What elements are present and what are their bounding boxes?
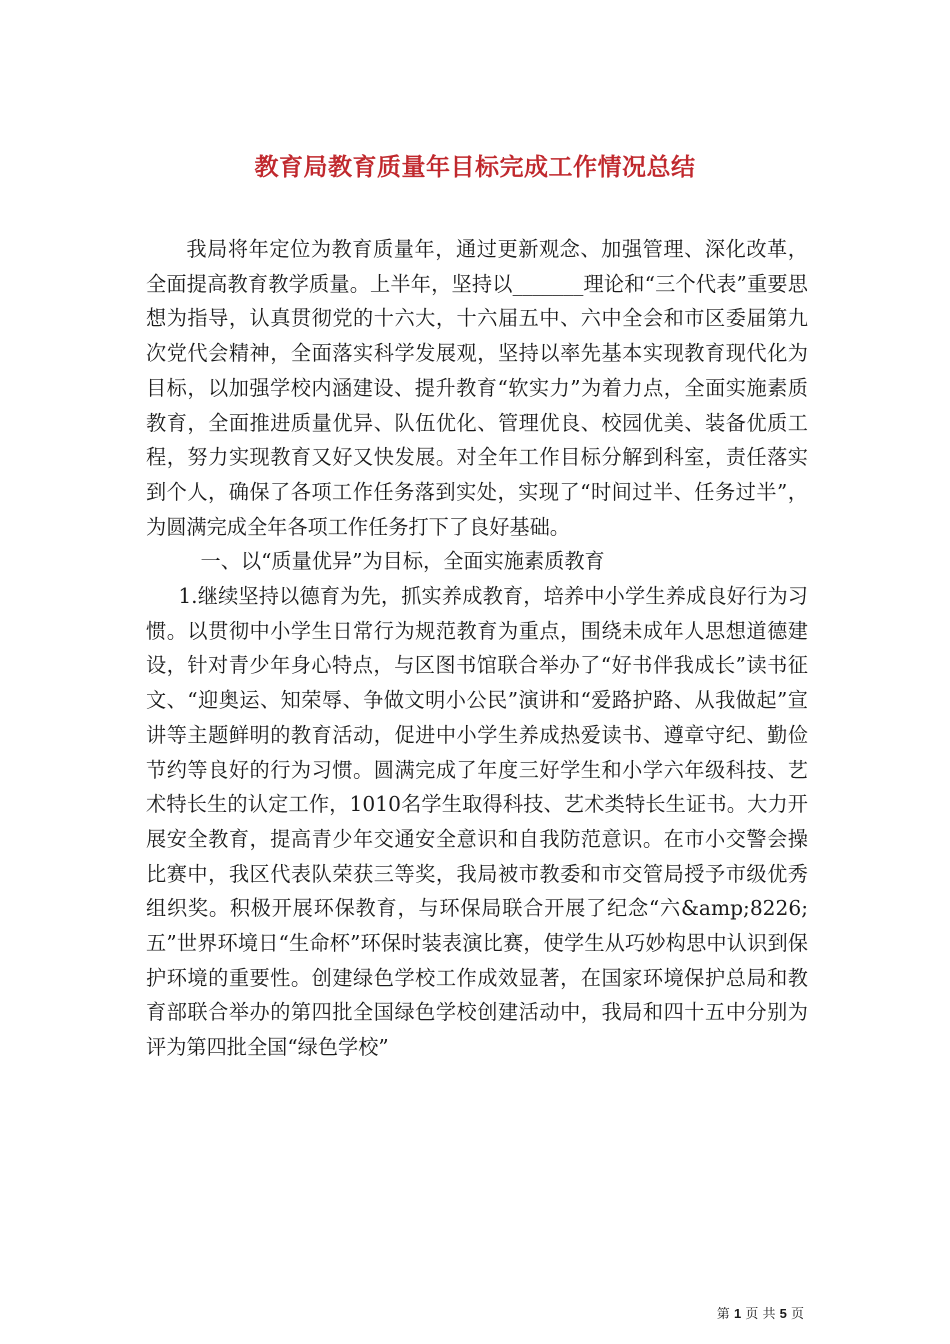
footer-middle: 页 共	[745, 1307, 776, 1322]
intro-paragraph: 我局将年定位为教育质量年，通过更新观念、加强管理、深化改革，全面提高教育教学质量。上半年，坚持以_______理论和“三个代表”重要思想为指导，认真贯彻党的十六大，十六届五中、六中全会和市区委届第九次党代会精神，全面落实科学发展观，坚持以率先基本实现教育现代化为目标，以加强学校内涵建设、提升教育“软实力”为着力点，全面实施素质教育，全面推进质量优异、队伍优化、管理优良、校园优美、装备优质工程，努力实现教育又好又快发展。对全年工作目标分解到科室，责任落实到个人，确保了各项工作任务落到实处，实现了“时间过半、任务过半”，为圆满完成全年各项工作任务打下了良好基础。	[146, 237, 808, 539]
footer-prefix: 第	[716, 1307, 730, 1322]
document-body	[146, 232, 808, 1065]
section-heading: 一、以“质量优异”为目标，全面实施素质教育	[200, 549, 605, 574]
document-title: 教育局教育质量年目标完成工作情况总结	[254, 152, 696, 182]
footer-page-number: 1	[733, 1306, 742, 1321]
section-paragraph: 1.继续坚持以德育为先，抓实养成教育，培养中小学生养成良好行为习惯。以贯彻中小学生日常行为规范教育为重点，围绕未成年人思想道德建设，针对青少年身心特点，与区图书馆联合举办了“好书伴我成长”读书征文、“迎奥运、知荣辱、争做文明小公民”演讲和“爱路护路、从我做起”宣讲等主题鲜明的教育活动，促进中小学生养成热爱读书、遵章守纪、勤俭节约等良好的行为习惯。圆满完成了年度三好学生和小学六年级科技、艺术特长生的认定工作，1010名学生取得科技、艺术类特长生证书。大力开展安全教育，提高青少年交通安全意识和自我防范意识。在市小交警会操比赛中，我区代表队荣获三等奖，我局被市教委和市交管局授予市级优秀组织奖。积极开展环保教育，与环保局联合开展了纪念“六&amp;8226;五”世界环境日“生命杯”环保时装表演比赛，使学生从巧妙构思中认识到保护环境的重要性。创建绿色学校工作成效显著，在国家环境保护总局和教育部联合举办的第四批全国绿色学校创建活动中，我局和四十五中分别为评为第四批全国“绿色学校”	[146, 584, 808, 1060]
footer-suffix: 页	[790, 1307, 804, 1322]
footer-total-pages: 5	[779, 1306, 787, 1321]
page-footer	[717, 1303, 804, 1322]
